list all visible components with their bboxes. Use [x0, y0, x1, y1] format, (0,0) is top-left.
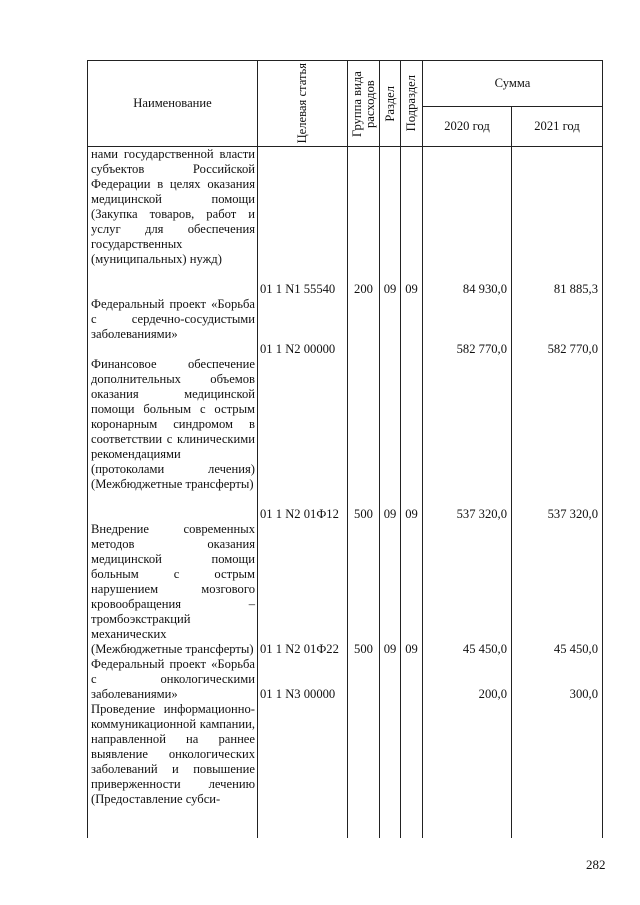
header-expense-group: Группа вида расходов [348, 61, 380, 147]
row-code: 01 1 N1 55540 [258, 147, 348, 298]
header-target-article: Целевая статья [258, 61, 348, 147]
row-section [380, 702, 401, 838]
row-subsection [401, 657, 423, 702]
row-sum-2020: 84 930,0 [423, 147, 512, 298]
row-group: 200 [348, 147, 380, 298]
row-sum-2021: 81 885,3 [512, 147, 603, 298]
table-row [88, 657, 603, 702]
row-code: 01 1 N2 01Ф12 [258, 357, 348, 522]
row-subsection: 09 [401, 147, 423, 298]
row-group [348, 657, 380, 702]
row-code [258, 702, 348, 838]
row-sum-2021: 582 770,0 [512, 297, 603, 357]
row-subsection [401, 297, 423, 357]
header-section: Раздел [380, 61, 401, 147]
row-sum-2021: 537 320,0 [512, 357, 603, 522]
page-number: 282 [586, 857, 606, 872]
budget-table [87, 60, 603, 838]
row-group: 500 [348, 522, 380, 657]
row-name: Внедрение современных методов оказания медицинской помощи больным с острым нарушением мозгового кровообращения – тромбоэкстракций механических (Межбюджетные трансферты) [88, 522, 258, 657]
row-code: 01 1 N2 00000 [258, 297, 348, 357]
row-sum-2021 [512, 702, 603, 838]
header-year-2021: 2021 год [512, 107, 603, 147]
row-subsection [401, 702, 423, 838]
header-subsection: Подраздел [401, 61, 423, 147]
row-group [348, 297, 380, 357]
row-sum-2021: 300,0 [512, 657, 603, 702]
row-section [380, 297, 401, 357]
row-code: 01 1 N2 01Ф22 [258, 522, 348, 657]
row-section: 09 [380, 357, 401, 522]
row-name: нами государственной власти субъектов Российской Федерации в целях оказания медицинской помощи (Закупка товаров, работ и услуг для обеспечения государственных (муниципальных) нужд) [88, 147, 258, 298]
row-sum-2020: 537 320,0 [423, 357, 512, 522]
row-name: Финансовое обеспечение дополнительных объемов оказания медицинской помощи больным с острым коронарным синдромом в соответствии с клиническими рекомендациями (протоколами лечения) (Межбюджетные трансферты) [88, 357, 258, 522]
table-row [88, 357, 603, 522]
row-sum-2021: 45 450,0 [512, 522, 603, 657]
header-year-2020: 2020 год [423, 107, 512, 147]
row-sum-2020 [423, 702, 512, 838]
row-sum-2020: 45 450,0 [423, 522, 512, 657]
row-subsection: 09 [401, 522, 423, 657]
row-section: 09 [380, 522, 401, 657]
row-group: 500 [348, 357, 380, 522]
header-name: Наименование [88, 61, 258, 147]
row-sum-2020: 200,0 [423, 657, 512, 702]
table-row [88, 702, 603, 838]
row-name: Федеральный проект «Борьба с сердечно-сосудистыми заболеваниями» [88, 297, 258, 357]
row-section [380, 657, 401, 702]
row-sum-2020: 582 770,0 [423, 297, 512, 357]
table-row [88, 522, 603, 657]
table-row [88, 147, 603, 298]
table-row [88, 297, 603, 357]
row-name: Проведение информационно-коммуникационной кампании, направленной на раннее выявление онкологических заболеваний и повышение приверженности лечению (Предоставление субси- [88, 702, 258, 838]
row-section: 09 [380, 147, 401, 298]
row-name: Федеральный проект «Борьба с онкологическими заболеваниями» [88, 657, 258, 702]
row-code: 01 1 N3 00000 [258, 657, 348, 702]
row-subsection: 09 [401, 357, 423, 522]
header-sum: Сумма [423, 61, 603, 107]
row-group [348, 702, 380, 838]
